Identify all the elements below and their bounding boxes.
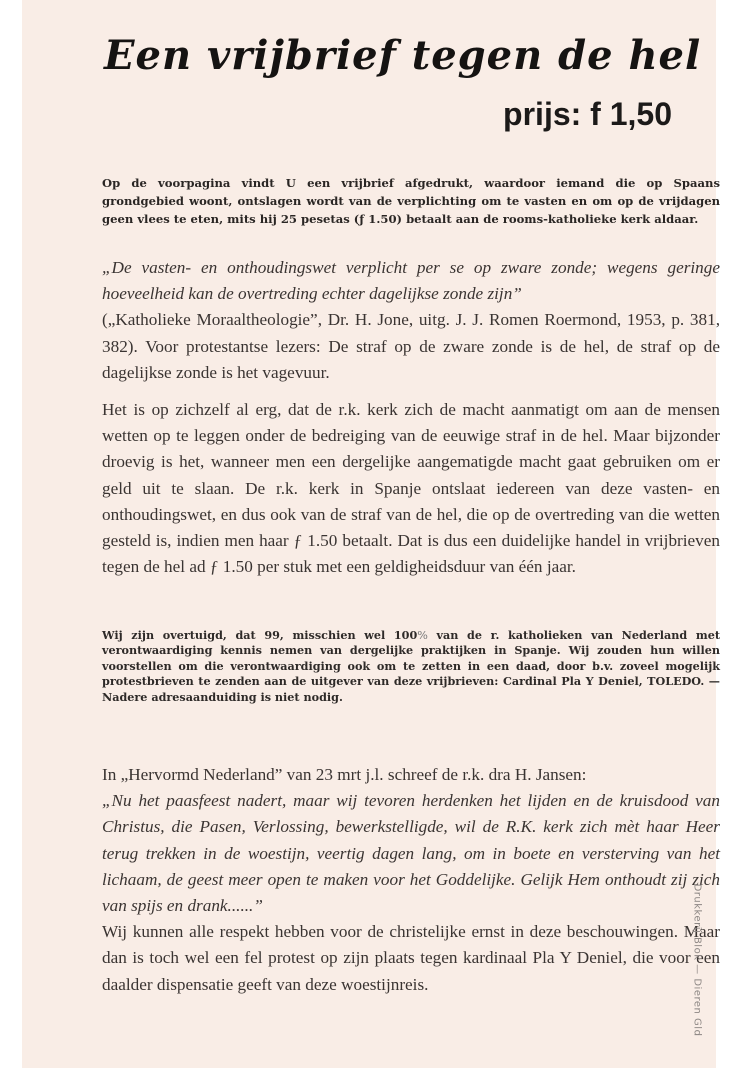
jansen-quote: „Nu het paasfeest nadert, maar wij tevoren herdenken het lijden en de kruisdood van Christus, die Pasen, Verlossing, bewerkstelligde, wil de R.K. kerk zich mèt haar Heer terug trekken in de woestijn, veertig dagen lang, om in boete en versterving van het lichaam, de geest meer open te maken voor het Goddelijke. Gelijk Hem onthoudt zij zich van spijs en drank......” — [102, 791, 720, 916]
intro-paragraph: Op de voorpagina vindt U een vrijbrief afgedrukt, waardoor iemand die op Spaans grondgebied woont, ontslagen wordt van de verplichting om te vasten en om op de vrijdagen geen vlees te eten, mits hij 25 pesetas (ƒ 1.50) betaalt aan de rooms-katholieke kerk aldaar. — [102, 176, 720, 226]
commentary-block — [102, 397, 720, 580]
price-label: prijs: f 1,50 — [503, 96, 672, 132]
notice-text-end: van de r. katholieken van Nederland met verontwaardiging kennis nemen van dergelijke praktijken in Spanje. Wij zouden hun willen voorstellen om die verontwaardiging ook om te zetten in een daad, door b.v. zoveel mogelijk protestbrieven te zenden aan de uitgever van deze vrijbrieven: Cardinal Pla Y Deniel, TOLEDO. — Nadere adresaanduiding is niet nodig. — [102, 628, 721, 704]
commentary-paragraph: Het is op zichzelf al erg, dat de r.k. kerk zich de macht aanmatigt om aan de mensen wetten op te leggen onder de bedreiging van de eeuwige straf in de hel. Maar bijzonder droevig is het, wanneer men een dergelijke aangematigde macht gaat gebruiken om er geld uit te slaan. De r.k. kerk in Spanje ontslaat iedereen van deze vasten- en onthoudingswet, en dus ook van de straf van de hel, die op de overtreding van die wetten gesteld is, indien men haar ƒ 1.50 betaalt. Dat is dus een duidelijke handel in vrijbrieven tegen de hel ad ƒ 1.50 per stuk met een geldigheidsduur van één jaar. — [102, 400, 720, 577]
moral-theology-quote-block — [102, 255, 720, 386]
notice-text-start: Wij zijn overtuigd, dat 99, misschien wel 100 — [102, 628, 418, 642]
moral-theology-quote: „De vasten- en onthoudingswet verplicht per se op zware zonde; wegens geringe hoeveelheid kan de overtreding echter dagelijkse zonde zijn” — [102, 258, 720, 304]
page-title: Een vrijbrief tegen de hel — [104, 32, 702, 79]
document-page — [22, 0, 721, 1068]
quote-source: („Katholieke Moraaltheologie”, Dr. H. Jone, uitg. J. J. Romen Roermond, 1953, p. 381, 382). Voor protestantse lezers: De straf op de zware zonde is de hel, de straf op de dagelijkse zonde is het vagevuur. — [102, 310, 720, 382]
percent-sign: % — [417, 629, 428, 642]
closing-lead: In „Hervormd Nederland” van 23 mrt j.l. schreef de r.k. dra H. Jansen: — [102, 765, 587, 784]
printer-credit: Drukkerij Blok — Dieren Gld — [691, 883, 703, 1037]
closing-comment: Wij kunnen alle respekt hebben voor de christelijke ernst in deze beschouwingen. Maar dan is toch wel een fel protest op zijn plaats tegen kardinaal Pla Y Deniel, die voor een daalder dispensatie geeft van deze woestijnreis. — [102, 922, 720, 994]
closing-block — [102, 762, 720, 998]
protest-notice — [102, 628, 720, 705]
